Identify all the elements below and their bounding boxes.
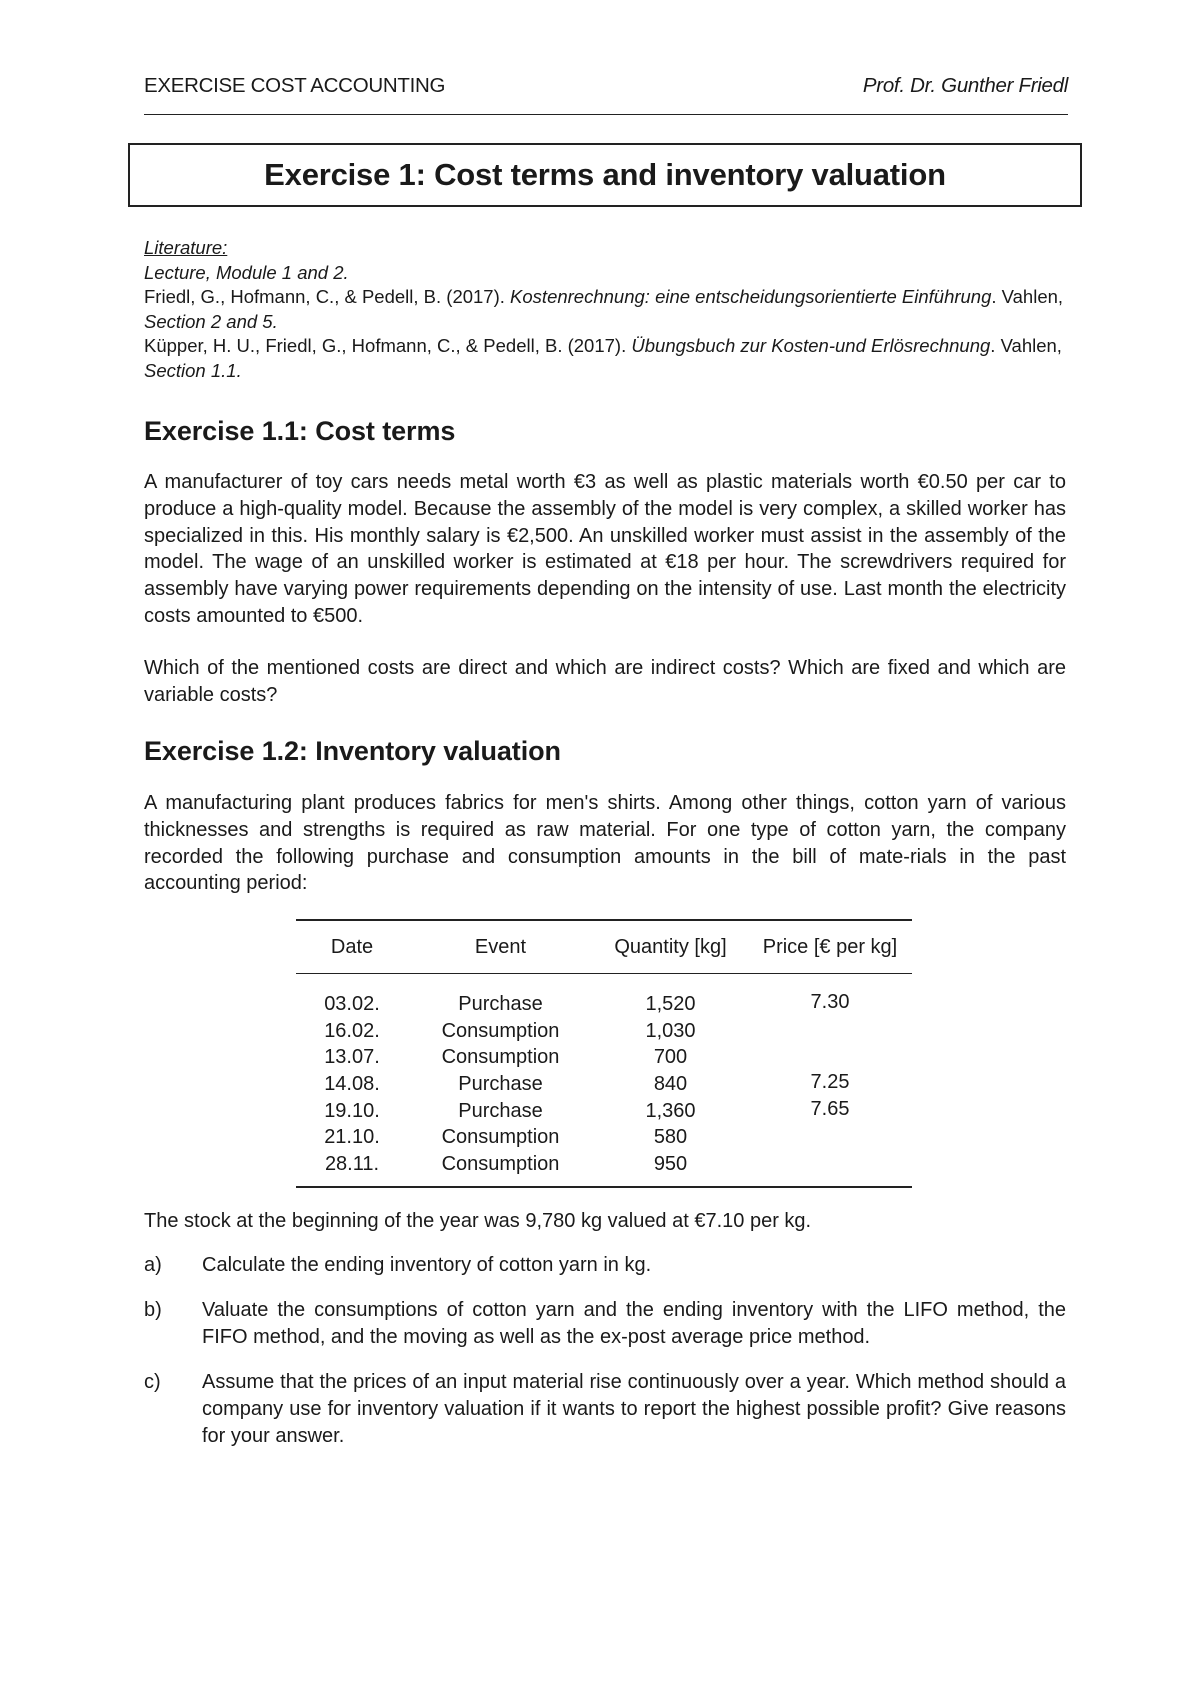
cell-price: 7.65 bbox=[810, 1097, 850, 1120]
header-event: Event bbox=[408, 920, 593, 974]
ref1-publisher: . Vahlen, bbox=[991, 286, 1064, 307]
cell-price bbox=[748, 1151, 912, 1187]
task-b bbox=[144, 1297, 1066, 1351]
task-marker: b) bbox=[144, 1299, 162, 1321]
exercise-1-2-heading: Exercise 1.2: Inventory valuation bbox=[144, 736, 561, 766]
table-row bbox=[296, 1018, 912, 1045]
table-row bbox=[296, 1124, 912, 1151]
cell-event: Purchase bbox=[458, 1099, 543, 1122]
cell-quantity: 700 bbox=[653, 1046, 688, 1069]
task-list bbox=[144, 1252, 1066, 1468]
literature-ref-2 bbox=[144, 334, 1074, 383]
cell-quantity: 1,520 bbox=[645, 992, 696, 1015]
cell-quantity: 1,030 bbox=[645, 1019, 696, 1042]
table-row bbox=[296, 1044, 912, 1071]
literature-ref-1 bbox=[144, 285, 1074, 334]
cell-event: Purchase bbox=[458, 1072, 543, 1095]
cell-date: 28.11. bbox=[296, 1151, 408, 1187]
ref2-publisher: . Vahlen, bbox=[990, 335, 1062, 356]
course-title: EXERCISE COST ACCOUNTING bbox=[144, 74, 446, 97]
exercise-1-1-text: A manufacturer of toy cars needs metal worth €3 as well as plastic materials worth €0.50 per car to produce a high-quality model. Because the assembly of the model is very complex, a skilled worker has specialized in this. His monthly salary is €2,500. An unskilled worker must assist in the assembly of the model. The wage of an unskilled worker is estimated at €18 per hour. The screwdrivers required for assembly have varying power requirements depending on the intensity of use. Last month the electricity costs amounted to €500. bbox=[144, 471, 1066, 627]
cell-event: Purchase bbox=[458, 992, 543, 1015]
cell-price bbox=[748, 1124, 912, 1151]
cell-price: 7.30 bbox=[810, 991, 850, 1013]
task-marker: c) bbox=[144, 1371, 161, 1393]
cell-event: Consumption bbox=[408, 1151, 593, 1187]
ref2-title: Übungsbuch zur Kosten-und Erlösrechnung bbox=[631, 335, 991, 356]
exercise-1-1-question: Which of the mentioned costs are direct and which are indirect costs? Which are fixed and which are variable costs? bbox=[144, 657, 1066, 706]
literature-lecture: Lecture, Module 1 and 2. bbox=[144, 261, 349, 283]
ref2-section: Section 1.1. bbox=[144, 359, 242, 381]
table-row bbox=[296, 1098, 912, 1125]
cell-quantity: 580 bbox=[653, 1126, 688, 1149]
literature-label: Literature: bbox=[144, 237, 228, 258]
task-text: Valuate the consumptions of cotton yarn and the ending inventory with the LIFO method, the FIFO method, and the moving as well as the ex-post average price method. bbox=[202, 1299, 1066, 1348]
cell-event: Consumption bbox=[441, 1046, 560, 1069]
inventory-table bbox=[296, 919, 912, 1188]
table-header-row bbox=[296, 920, 912, 974]
task-text: Assume that the prices of an input material rise continuously over a year. Which method should a company use for inventory valuation if it wants to report the highest possible profit? Give reasons for your answer. bbox=[202, 1371, 1066, 1447]
ref1-authors: Friedl, G., Hofmann, C., & Pedell, B. (2017). bbox=[144, 286, 511, 307]
author-name: Prof. Dr. Gunther Friedl bbox=[862, 74, 1068, 97]
header-date: Date bbox=[296, 920, 408, 974]
cell-date: 16.02. bbox=[324, 1019, 380, 1042]
header-price: Price [€ per kg] bbox=[748, 920, 912, 974]
cell-event: Consumption bbox=[441, 1019, 560, 1042]
cell-quantity: 950 bbox=[593, 1151, 748, 1187]
cell-date: 19.10. bbox=[324, 1099, 380, 1122]
page-title-box bbox=[128, 143, 1082, 207]
cell-price: 7.25 bbox=[810, 1071, 850, 1094]
task-a bbox=[144, 1252, 1066, 1279]
cell-price bbox=[748, 1018, 912, 1045]
ref1-title: Kostenrechnung: eine entscheidungsorientierte Einführung bbox=[510, 286, 992, 307]
cell-quantity: 840 bbox=[653, 1072, 688, 1095]
ref1-section: Section 2 and 5. bbox=[144, 310, 278, 332]
exercise-1-1-heading: Exercise 1.1: Cost terms bbox=[144, 416, 456, 446]
task-marker: a) bbox=[144, 1254, 162, 1276]
table-row bbox=[296, 1151, 912, 1187]
cell-date: 13.07. bbox=[324, 1046, 380, 1069]
task-c bbox=[144, 1369, 1066, 1450]
cell-date: 14.08. bbox=[324, 1072, 380, 1095]
literature-block bbox=[144, 236, 1074, 383]
page-title: Exercise 1: Cost terms and inventory valuation bbox=[264, 157, 946, 192]
table-row bbox=[296, 1071, 912, 1098]
cell-date: 03.02. bbox=[324, 992, 380, 1015]
cell-event: Consumption bbox=[441, 1126, 560, 1149]
ref2-authors: Küpper, H. U., Friedl, G., Hofmann, C., & Pedell, B. (2017). bbox=[144, 335, 632, 356]
cell-date: 21.10. bbox=[324, 1126, 380, 1149]
opening-stock-text: The stock at the beginning of the year was 9,780 kg valued at €7.10 per kg. bbox=[144, 1210, 812, 1232]
running-header bbox=[144, 72, 1068, 115]
cell-quantity: 1,360 bbox=[645, 1099, 696, 1122]
table-row bbox=[296, 974, 912, 1018]
task-text: Calculate the ending inventory of cotton yarn in kg. bbox=[202, 1254, 652, 1276]
exercise-1-2-intro: A manufacturing plant produces fabrics for men's shirts. Among other things, cotton yarn of various thicknesses and strengths is required as raw material. For one type of cotton yarn, the company recorded the following purchase and consumption amounts in the bill of mate-rials in the past accounting period: bbox=[144, 792, 1066, 895]
header-quantity: Quantity [kg] bbox=[593, 920, 748, 974]
cell-price bbox=[748, 1044, 912, 1071]
